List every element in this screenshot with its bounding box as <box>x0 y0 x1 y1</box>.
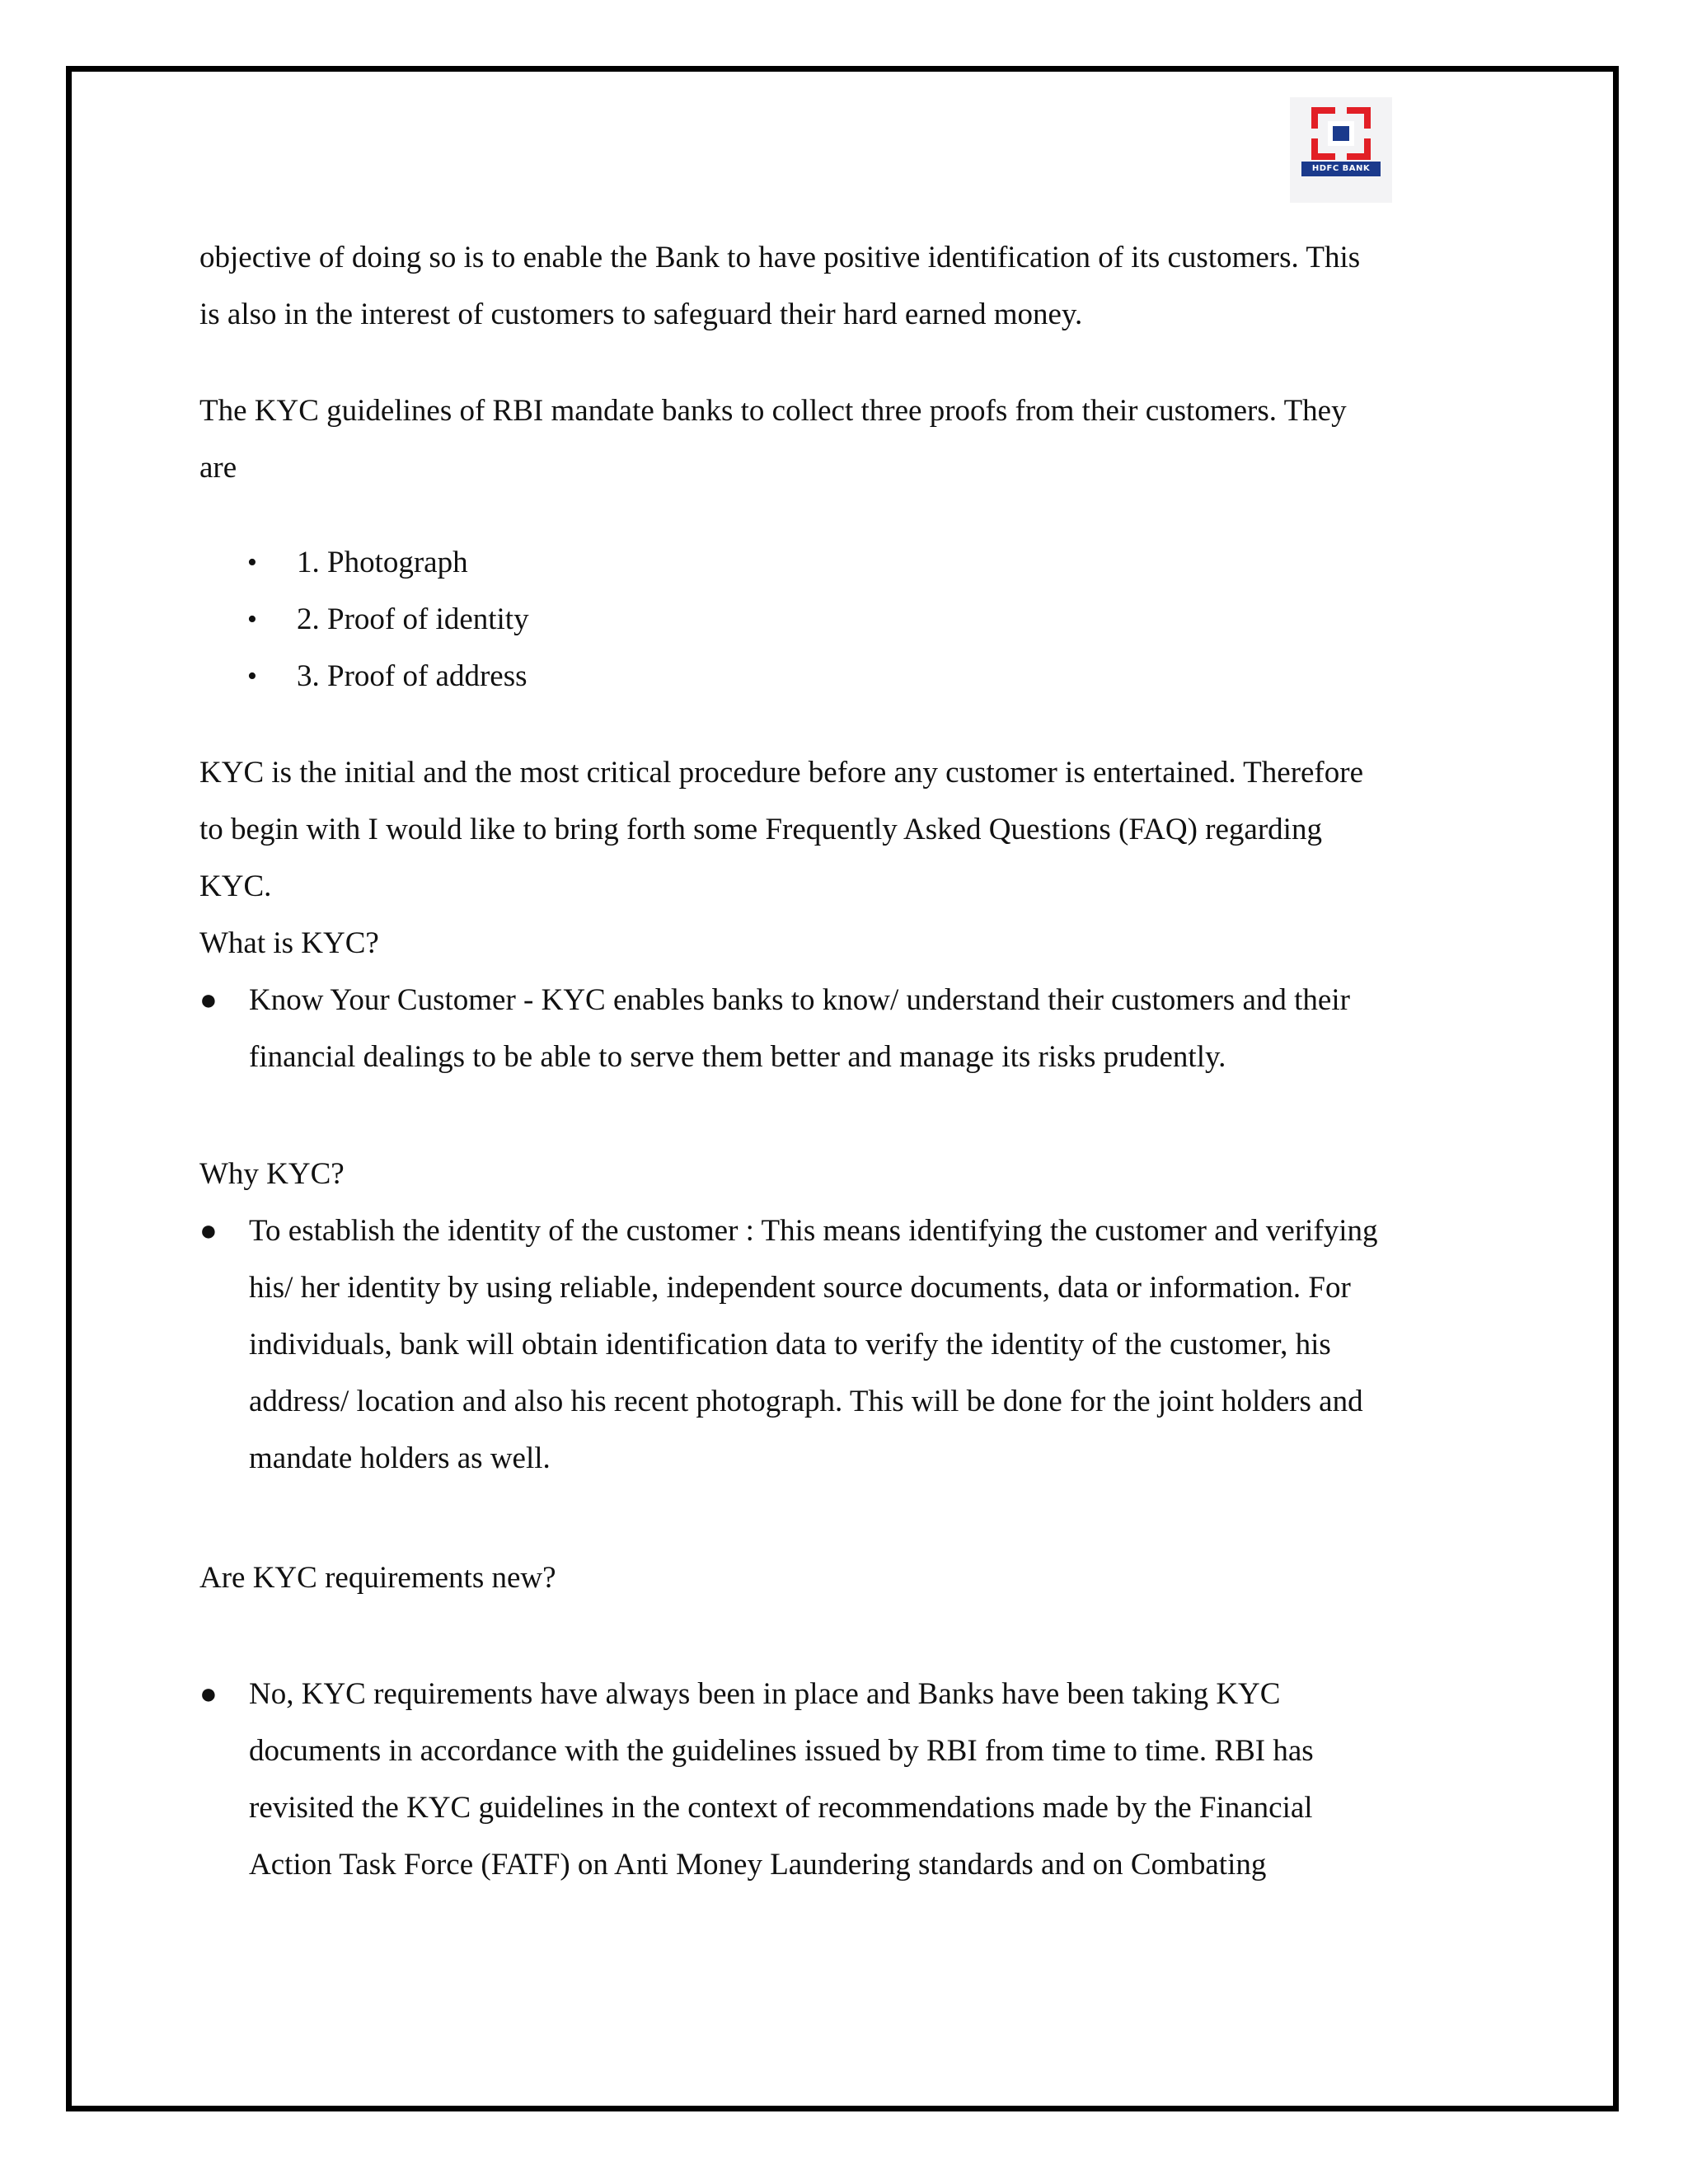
bullet-icon: ● <box>199 1214 218 1247</box>
hdfc-bank-logo <box>1290 97 1392 203</box>
proof-item-photograph: 1. Photograph <box>297 546 468 579</box>
guidelines-line-2: are <box>199 451 237 485</box>
bullet-icon: • <box>247 547 257 578</box>
bullet-icon: • <box>247 604 257 635</box>
faq-answer-line: financial dealings to be able to serve them better and manage its risks prudently. <box>249 1040 1226 1074</box>
faq-answer-line: Know Your Customer - KYC enables banks to know/ understand their customers and their <box>249 983 1350 1017</box>
bank-logo-icon <box>1290 97 1392 203</box>
faq-answer-line: documents in accordance with the guidelines issued by RBI from time to time. RBI has <box>249 1734 1314 1768</box>
guidelines-line-1: The KYC guidelines of RBI mandate banks to collect three proofs from their customers. They <box>199 394 1347 428</box>
proof-item-address: 3. Proof of address <box>297 659 528 693</box>
bullet-icon: ● <box>199 1677 218 1710</box>
critical-line-1: KYC is the initial and the most critical procedure before any customer is entertained. Therefore <box>199 756 1363 790</box>
faq-answer-line: his/ her identity by using reliable, independent source documents, data or information. For <box>249 1271 1351 1305</box>
faq-answer-line: revisited the KYC guidelines in the context of recommendations made by the Financial <box>249 1791 1313 1825</box>
critical-line-3: KYC. <box>199 869 272 903</box>
faq-question-kyc-new: Are KYC requirements new? <box>199 1561 556 1595</box>
faq-answer-line: individuals, bank will obtain identification data to verify the identity of the customer, his <box>249 1328 1331 1361</box>
proof-item-identity: 2. Proof of identity <box>297 602 529 636</box>
logo-text: HDFC BANK <box>1301 162 1381 176</box>
bullet-icon: • <box>247 661 257 691</box>
faq-answer-line: No, KYC requirements have always been in place and Banks have been taking KYC <box>249 1677 1281 1711</box>
bullet-icon: ● <box>199 983 218 1016</box>
faq-question-why-kyc: Why KYC? <box>199 1157 345 1191</box>
faq-answer-line: Action Task Force (FATF) on Anti Money Laundering standards and on Combating <box>249 1848 1267 1882</box>
critical-line-2: to begin with I would like to bring forth some Frequently Asked Questions (FAQ) regarding <box>199 813 1322 846</box>
intro-line-1: objective of doing so is to enable the Bank to have positive identification of its customers. This <box>199 241 1361 274</box>
faq-answer-line: To establish the identity of the customer : This means identifying the customer and verifying <box>249 1214 1378 1248</box>
intro-line-2: is also in the interest of customers to safeguard their hard earned money. <box>199 298 1083 331</box>
faq-answer-line: mandate holders as well. <box>249 1441 551 1475</box>
faq-answer-line: address/ location and also his recent photograph. This will be done for the joint holders and <box>249 1385 1363 1418</box>
faq-question-what-is-kyc: What is KYC? <box>199 926 379 960</box>
